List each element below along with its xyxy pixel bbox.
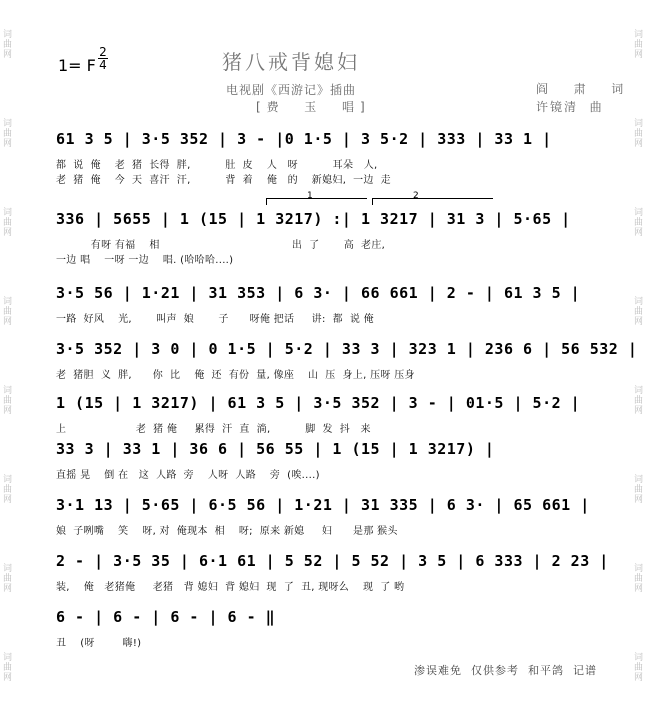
volta-bracket-1: 1 bbox=[266, 198, 367, 205]
notation-line: 33 3 | 33 1 | 36 6 | 56 55 | 1 (15 | 1 3217) | bbox=[56, 440, 495, 458]
watermark-left: 词曲网 词曲网 词曲网 词曲网 词曲网 词曲网 词曲网 词曲网 bbox=[3, 29, 13, 684]
singer-credit: [费 玉 唱] bbox=[256, 100, 371, 114]
notation-line: 336 | 5655 | 1 (15 | 1 3217) :| 1 3217 | 31 3 | 5·65 | bbox=[56, 210, 571, 228]
song-subtitle: 电视剧《西游记》插曲 bbox=[226, 83, 357, 97]
notation-line: 3·5 352 | 3 0 | 0 1·5 | 5·2 | 33 3 | 323 1 | 236 6 | 56 532 | bbox=[56, 340, 638, 358]
lyric-verse-1: 装, 俺 老猪俺 老猪 背 媳妇 背 媳妇 现 了 丑, 现呀么 现 了 哟 bbox=[56, 582, 405, 593]
volta-bracket-2: 2 bbox=[372, 198, 493, 205]
transcriber-note: 渗误难免 仅供参考 和平鸽 记谱 bbox=[414, 664, 597, 677]
key-signature: 1= F bbox=[58, 56, 96, 75]
lyric-verse-2: 一边 唱 一呀 一边 唱. (哈哈哈....) bbox=[56, 255, 234, 266]
song-title: 猪八戒背媳妇 bbox=[222, 50, 360, 74]
lyric-verse-1: 丑 (呀 嗨!) bbox=[56, 638, 142, 649]
lyric-verse-1: 娘 子咧嘴 笑 呀, 对 俺现本 相 呀; 原来 新媳 妇 是那 猴头 bbox=[56, 526, 398, 537]
lyric-verse-1: 老 猪胆 义 胖, 你 比 俺 还 有份 量, 像座 山 压 身上, 压呀 压身 bbox=[56, 370, 415, 381]
time-signature-bottom: 4 bbox=[99, 58, 107, 72]
notation-line: 2 - | 3·5 35 | 6·1 61 | 5 52 | 5 52 | 3 5 | 6 333 | 2 23 | bbox=[56, 552, 609, 570]
composer-credit: 许镜清 曲 bbox=[536, 100, 604, 114]
watermark-right: 词曲网 词曲网 词曲网 词曲网 词曲网 词曲网 词曲网 词曲网 bbox=[634, 29, 644, 684]
time-signature-top: 2 bbox=[99, 45, 107, 59]
notation-line: 1 (15 | 1 3217) | 61 3 5 | 3·5 352 | 3 - | 01·5 | 5·2 | bbox=[56, 394, 581, 412]
lyric-verse-1: 上 老 猪 俺 累得 汗 直 淌, 脚 发 抖 来 bbox=[56, 424, 371, 435]
notation-line: 61 3 5 | 3·5 352 | 3 - |0 1·5 | 3 5·2 | 333 | 33 1 | bbox=[56, 130, 552, 148]
notation-line: 3·1 13 | 5·65 | 6·5 56 | 1·21 | 31 335 | 6 3· | 65 661 | bbox=[56, 496, 590, 514]
notation-line: 3·5 56 | 1·21 | 31 353 | 6 3· | 66 661 | 2 - | 61 3 5 | bbox=[56, 284, 581, 302]
lyric-verse-1: 都 说 俺 老 猪 长得 胖, 肚 皮 人 呀 耳朵 人, bbox=[56, 160, 378, 171]
lyric-verse-1: 直摇 晃 倒 在 这 人路 旁 人呀 人路 旁 (唉....) bbox=[56, 470, 320, 481]
lyricist-credit: 阎 肃 词 bbox=[536, 82, 630, 96]
lyric-verse-1: 有呀 有福 相 出 了 高 老庄, bbox=[56, 240, 386, 251]
lyric-verse-1: 一路 好风 光, 叫声 娘 子 呀俺 把话 讲: 都 说 俺 bbox=[56, 314, 374, 325]
lyric-verse-2: 老 猪 俺 今 天 喜汗 汗, 背 着 俺 的 新媳妇, 一边 走 bbox=[56, 175, 391, 186]
notation-line: 6 - | 6 - | 6 - | 6 - ‖ bbox=[56, 608, 276, 626]
time-signature bbox=[98, 46, 108, 71]
